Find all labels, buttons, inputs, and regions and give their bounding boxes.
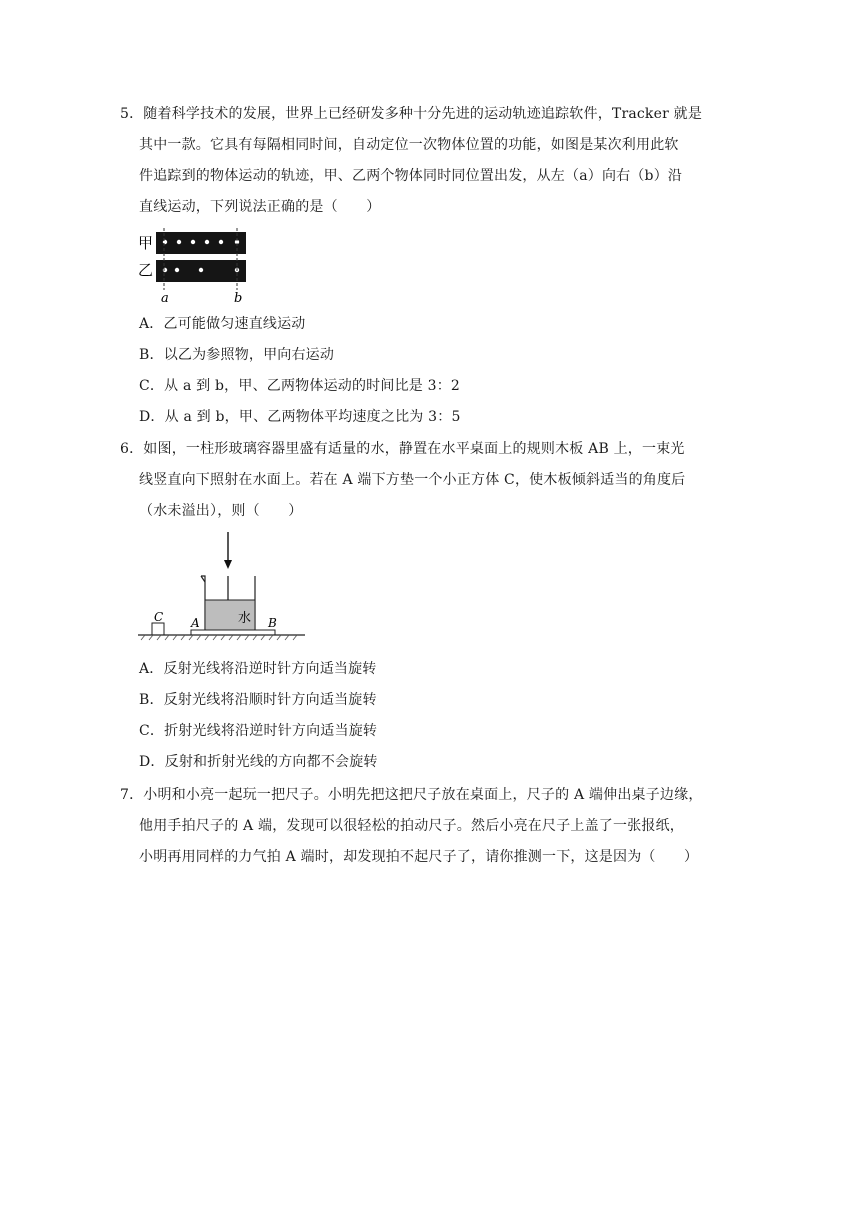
label-c: C xyxy=(154,610,164,624)
label-a: a xyxy=(161,291,169,306)
label-jia: 甲 xyxy=(138,234,154,252)
label-a: A xyxy=(191,616,200,630)
q7-stem-line-2: 他用手拍尺子的 A 端，发现可以很轻松的拍动尺子。然后小亮在尺子上盖了一张报纸， xyxy=(139,818,685,834)
q7-stem-line-1: 7．小明和小亮一起玩一把尺子。小明先把这把尺子放在桌面上，尺子的 A 端伸出桌子边缘， xyxy=(120,787,703,803)
q6-option-c: C．折射光线将沿逆时针方向适当旋转 xyxy=(139,723,378,739)
q5-stem-line-3: 件追踪到的物体运动的轨迹，甲、乙两个物体同时同位置出发，从左（a）向右（b）沿 xyxy=(139,168,683,184)
q5-option-d: D．从 a 到 b，甲、乙两物体平均速度之比为 3：5 xyxy=(139,409,461,425)
q6-option-b: B．反射光线将沿顺时针方向适当旋转 xyxy=(139,692,377,708)
table-hatching xyxy=(141,635,297,640)
q5-stem-line-2: 其中一款。它具有每隔相同时间，自动定位一次物体位置的功能，如图是某次利用此软 xyxy=(139,137,679,153)
q5-option-a: A．乙可能做匀速直线运动 xyxy=(139,316,306,332)
q6-option-d: D．反射和折射光线的方向都不会旋转 xyxy=(139,754,378,770)
q6-stem-line-2: 线竖直向下照射在水面上。若在 A 端下方垫一个小正方体 C，使木板倾斜适当的角度后 xyxy=(139,472,686,488)
q5-stem-line-4: 直线运动，下列说法正确的是（ ） xyxy=(139,199,381,215)
cube-c xyxy=(152,623,164,635)
track-strip-jia xyxy=(156,232,246,254)
label-yi: 乙 xyxy=(138,261,154,279)
q6-stem-line-1: 6．如图，一柱形玻璃容器里盛有适量的水，静置在水平桌面上的规则木板 AB 上，一束光 xyxy=(120,441,685,457)
label-b: B xyxy=(268,616,277,630)
light-ray-arrow-icon xyxy=(224,560,232,569)
q6-stem-line-3: （水未溢出），则（ ） xyxy=(139,503,303,519)
q5-option-b: B．以乙为参照物，甲向右运动 xyxy=(139,347,335,363)
q7-stem-line-3: 小明再用同样的力气拍 A 端时，却发现拍不起尺子了，请你推测一下，这是因为（ ） xyxy=(139,849,699,865)
label-water: 水 xyxy=(238,611,252,626)
q6-container-figure xyxy=(135,530,310,645)
board-ab xyxy=(191,630,275,635)
q6-option-a: A．反射光线将沿逆时针方向适当旋转 xyxy=(139,661,377,677)
q5-tracker-figure xyxy=(135,226,265,306)
q5-option-c: C．从 a 到 b，甲、乙两物体运动的时间比是 3：2 xyxy=(139,378,461,394)
q5-stem-line-1: 5．随着科学技术的发展，世界上已经研发多种十分先进的运动轨迹追踪软件，Tracker 就是 xyxy=(120,106,703,122)
label-b: b xyxy=(234,291,243,306)
